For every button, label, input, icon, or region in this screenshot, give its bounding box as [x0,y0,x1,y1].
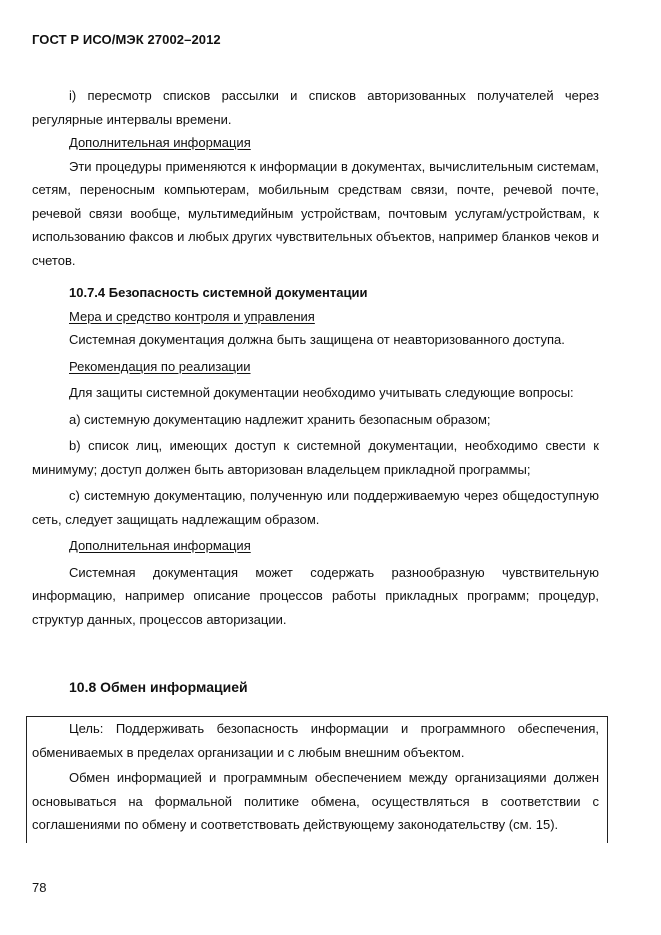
control-heading: Мера и средство контроля и управления [69,308,315,324]
section-10-8-title: 10.8 Обмен информацией [69,679,248,695]
control-paragraph: Системная документация должна быть защищена от неавторизованного доступа. [69,332,565,347]
section-10-7-4-title: 10.7.4 Безопасность системной документации [69,285,368,300]
exchange-paragraph: Обмен информацией и программным обеспечением между организациями должен основываться на формальной политике обмена, осуществляться в соответствии с соглашениями по обмену и соответствовать действующему законодательству (см. 15). [32,770,599,832]
goal-paragraph: Цель: Поддерживать безопасность информации и программного обеспечения, обмениваемых в пределах организации и с любым внешним объектом. [32,721,599,760]
page-number: 78 [32,880,47,895]
list-item-c: c) системную документацию, полученную или поддерживаемую через общедоступную сеть, следует защищать надлежащим образом. [32,488,599,527]
guidance-intro: Для защиты системной документации необходимо учитывать следующие вопросы: [69,385,574,400]
list-item-b: b) список лиц, имеющих доступ к системной документации, необходимо свести к минимуму; доступ должен быть авторизован владельцем прикладной программы; [32,438,599,477]
document-header: ГОСТ Р ИСО/МЭК 27002–2012 [32,32,221,47]
goal-box [32,717,599,837]
additional-info-paragraph: Эти процедуры применяются к информации в документах, вычислительным системам, сетям, переносным компьютерам, мобильным средствам связи, почте, речевой почте, речевой связи вообще, мультимедийным устройствам, почтовым услугам/устройствам, к использованию факсов и любых других чувствительных объектов, например бланков чеков и счетов. [32,158,599,268]
guidance-heading: Рекомендация по реализации [69,358,251,374]
additional-info-heading: Дополнительная информация [69,135,251,150]
list-item-i: i) пересмотр списков рассылки и списков авторизованных получателей через регулярные интервалы времени. [32,88,599,127]
page-body [32,84,599,699]
list-item-a: a) системную документацию надлежит хранить безопасным образом; [69,411,491,427]
additional-info-heading-2: Дополнительная информация [69,538,251,553]
additional-info-paragraph-2: Системная документация может содержать разнообразную чувствительную информацию, например описание процессов работы прикладных программ; процедур, структур данных, процессов авторизации. [32,564,599,627]
